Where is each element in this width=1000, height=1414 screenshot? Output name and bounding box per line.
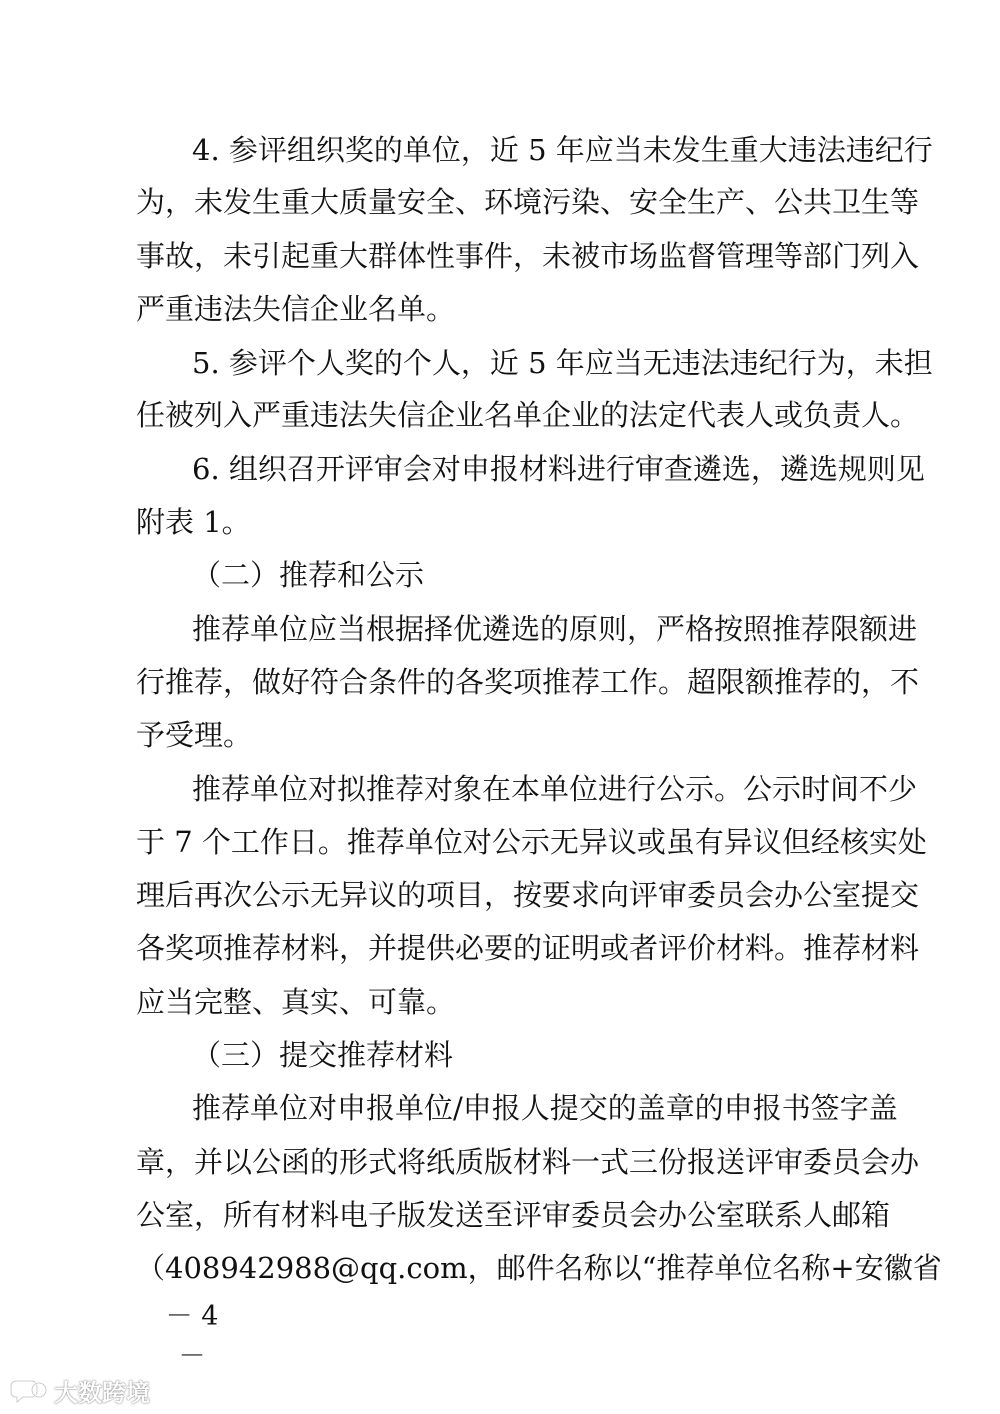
text-line: 推荐单位对申报单位/申报人提交的盖章的申报书签字盖 — [192, 1091, 898, 1125]
text-line: 任被列入严重违法失信企业名单企业的法定代表人或负责人。 — [136, 398, 920, 432]
text-line: 应当完整、真实、可靠。 — [136, 985, 456, 1019]
text-line: 推荐单位应当根据择优遴选的原则，严格按照推荐限额进 — [192, 612, 918, 646]
section-heading: （二）推荐和公示 — [192, 558, 425, 592]
text-line: 4. 参评组织奖的单位，近 5 年应当未发生重大违法违纪行 — [192, 133, 933, 167]
text-line: 理后再次公示无异议的项目，按要求向评审委员会办公室提交 — [136, 878, 920, 912]
text-line: 5. 参评个人奖的个人，近 5 年应当无违法违纪行为，未担 — [192, 346, 933, 380]
text-line: 行推荐，做好符合条件的各奖项推荐工作。超限额推荐的，不 — [136, 665, 920, 699]
text-line: 严重违法失信企业名单。 — [136, 292, 456, 326]
text-line: 各奖项推荐材料，并提供必要的证明或者评价材料。推荐材料 — [136, 931, 920, 965]
text-line: 公室，所有材料电子版发送至评审委员会办公室联系人邮箱 — [136, 1198, 891, 1232]
page-number-text: － 4 － — [165, 1301, 219, 1372]
text-line: 章，并以公函的形式将纸质版材料一式三份报送评审委员会办 — [136, 1145, 920, 1179]
text-line: 予受理。 — [136, 718, 253, 752]
watermark — [10, 1373, 150, 1408]
text-line: 6. 组织召开评审会对申报材料进行审查遴选，遴选规则见 — [192, 452, 925, 486]
text-line: （408942988@qq.com，邮件名称以“推荐单位名称+安徽省 — [136, 1251, 942, 1285]
chat-bubble-icon — [10, 1378, 50, 1404]
section-heading: （三）提交推荐材料 — [192, 1038, 454, 1072]
watermark-text: 大数跨境 — [54, 1379, 150, 1407]
text-line: 推荐单位对拟推荐对象在本单位进行公示。公示时间不少 — [192, 772, 918, 806]
text-line: 于 7 个工作日。推荐单位对公示无异议或虽有异议但经核实处 — [136, 825, 927, 859]
text-line: 附表 1。 — [136, 505, 251, 539]
text-line: 为，未发生重大质量安全、环境污染、安全生产、公共卫生等 — [136, 185, 920, 219]
text-line: 事故，未引起重大群体性事件，未被市场监督管理等部门列入 — [136, 239, 920, 273]
